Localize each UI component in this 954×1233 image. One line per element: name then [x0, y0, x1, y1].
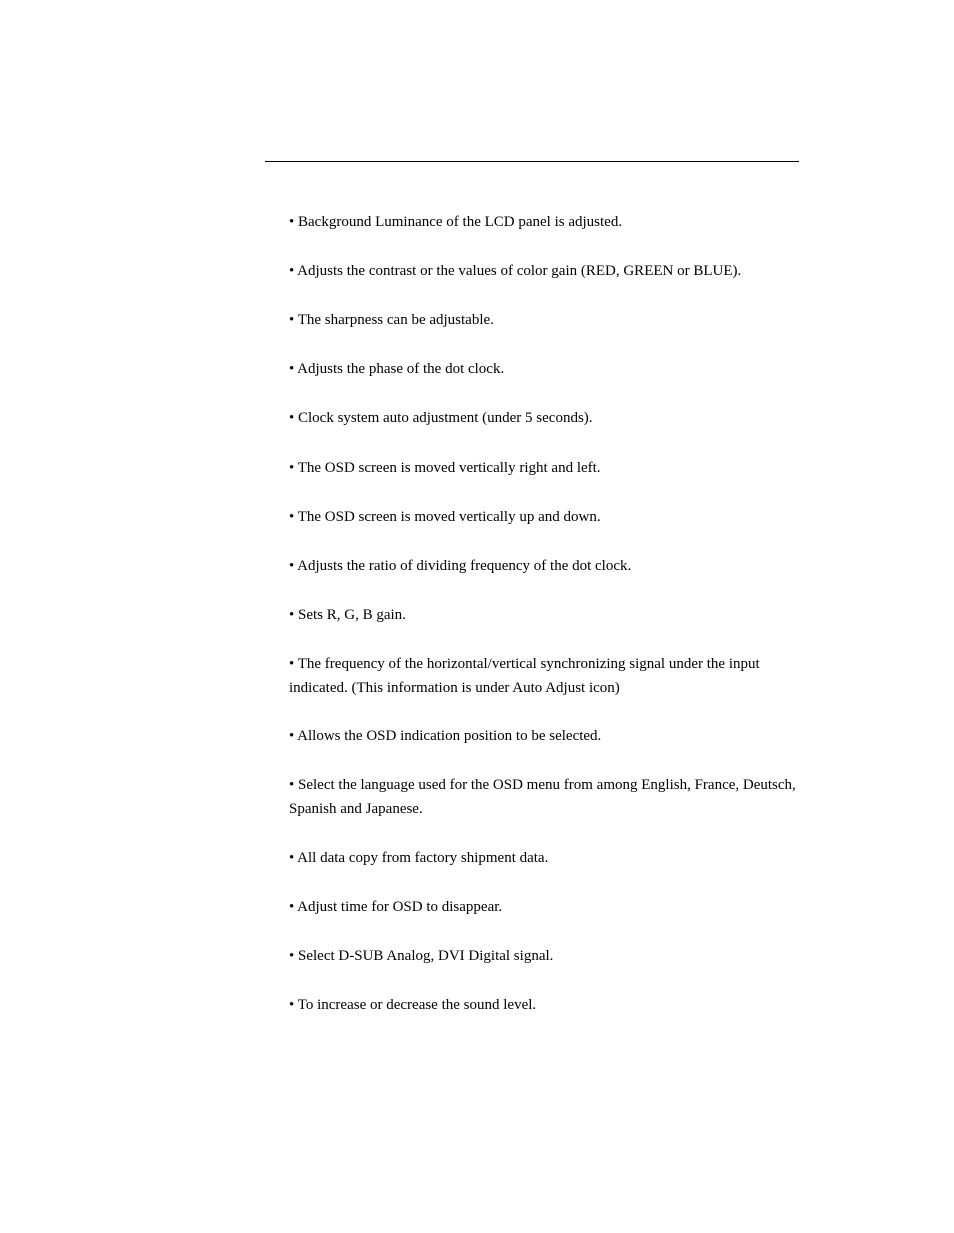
description-phase: • Adjusts the phase of the dot clock. [289, 361, 505, 377]
header-rule [265, 161, 799, 162]
description-osd-position: • Allows the OSD indication position to be selected. [289, 728, 602, 744]
description-rgb-gain: • Sets R, G, B gain. [289, 607, 406, 623]
description-vertical-position: • The OSD screen is moved vertically up and down. [289, 509, 601, 525]
description-osd-timeout: • Adjust time for OSD to disappear. [289, 899, 503, 915]
description-clock: • Adjusts the ratio of dividing frequency of the dot clock. [289, 558, 632, 574]
description-volume: • To increase or decrease the sound level. [289, 997, 537, 1013]
description-input-select: • Select D-SUB Analog, DVI Digital signal. [289, 948, 554, 964]
description-brightness: • Background Luminance of the LCD panel is adjusted. [289, 214, 623, 230]
description-frequency-info: • The frequency of the horizontal/vertical synchronizing signal under the input indicated. (This information is under Auto Adjust icon) [289, 656, 760, 696]
description-auto-adjust: • Clock system auto adjustment (under 5 seconds). [289, 410, 593, 426]
description-contrast: • Adjusts the contrast or the values of color gain (RED, GREEN or BLUE). [289, 263, 742, 279]
description-horizontal-position: • The OSD screen is moved vertically right and left. [289, 460, 601, 476]
description-sharpness: • The sharpness can be adjustable. [289, 312, 494, 328]
description-reset: • All data copy from factory shipment data. [289, 850, 549, 866]
description-language: • Select the language used for the OSD menu from among English, France, Deutsch, Spanish and Japanese. [289, 777, 796, 817]
